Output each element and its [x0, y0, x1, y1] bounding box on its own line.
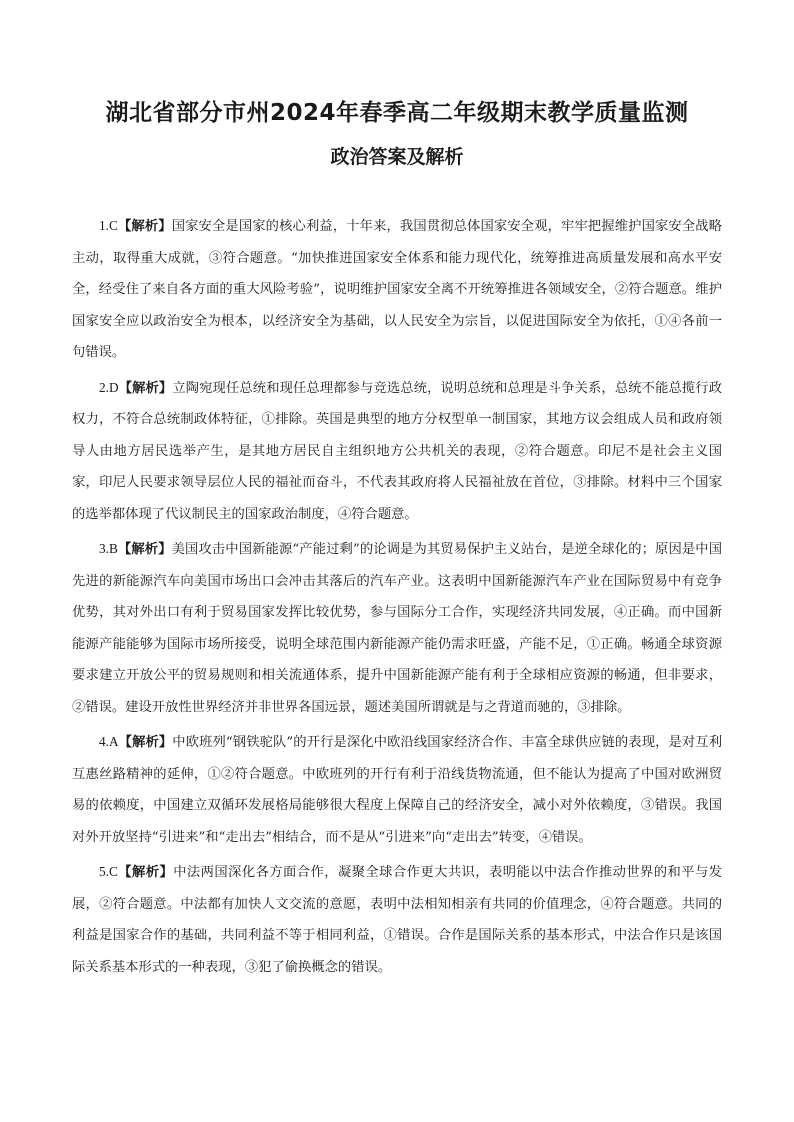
analysis-tag: 【解析】: [117, 219, 172, 234]
answer-item-5: [72, 856, 722, 983]
answer-number: 3.B: [99, 541, 118, 556]
answer-number: 4.A: [99, 734, 119, 749]
analysis-tag: 【解析】: [117, 542, 172, 557]
answer-number: 2.D: [99, 379, 119, 395]
answer-text: 国家安全是国家的核心利益，十年来，我国贯彻总体国家安全观，牢牢把握维护国家安全战略主动，取得重大成就，③符合题意。“加快推进国家安全体系和能力现代化，统筹推进高质量发展和高水平安全，经受住了来自各方面的重大风险考验”，说明维护国家安全离不开统筹推进各领域安全，②符合题意。维护国家安全应以政治安全为根本，以经济安全为基础，以人民安全为宗旨，以促进国际安全为依托，①④各前一句错误。: [72, 219, 723, 360]
answer-item-3: [72, 533, 722, 723]
analysis-tag: 【解析】: [118, 380, 173, 396]
answer-item-1: [72, 210, 722, 369]
analysis-tag: 【解析】: [117, 865, 174, 880]
answer-number: 1.C: [99, 218, 118, 233]
answer-text: 中法两国深化各方面合作，凝聚全球合作更大共识，表明能以中法合作推动世界的和平与发展，②符合题意。中法都有加快人文交流的意愿，表明中法相知相亲有共同的价值理念，④符合题意。共同的利益是国家合作的基础，共同利益不等于相同利益，①错误。合作是国际关系的基本形式，中法合作只是该国际关系基本形式的一种表现，③犯了偷换概念的错误。: [72, 865, 723, 975]
answer-text: 中欧班列“钢铁驼队”的开行是深化中欧沿线国家经济合作、丰富全球供应链的表现，是对互利互惠丝路精神的延伸，①②符合题意。中欧班列的开行有利于沿线货物流通，但不能认为提高了中国对欧洲贸易的依赖度，中国建立双循环发展格局能够很大程度上保障自己的经济安全，减小对外依赖度，③错误。我国对外开放坚持“引进来”和“走出去”相结合，而不是从“引进来”向“走出去”转变，④错误。: [72, 735, 722, 845]
answer-text: 美国攻击中国新能源“产能过剩”的论调是为其贸易保护主义站台，是逆全球化的；原因是中国先进的新能源汽车向美国市场出口会冲击其落后的汽车产业。这表明中国新能源汽车产业在国际贸易中有竞争优势，其对外出口有利于贸易国家发挥比较优势，参与国际分工合作，实现经济共同发展，④正确。而中国新能源产能能够为国际市场所接受，说明全球范围内新能源产能仍需求旺盛，产能不足，①正确。畅通全球资源要求建立开放公平的贸易规则和相关流通体系，提升中国新能源产能有利于全球相应资源的畅通，但非要求，②错误。建设开放性世界经济并非世界各国远景，题述美国所谓就是与之背道而驰的，③排除。: [72, 542, 722, 715]
answer-text: 立陶宛现任总统和现任总理都参与竞选总统，说明总统和总理是斗争关系，总统不能总揽行政权力，不符合总统制政体特征，①排除。英国是典型的地方分权型单一制国家，其地方议会组成人员和政府领导人由地方居民选举产生，是其地方居民自主组织地方公共机关的表现，②符合题意。印尼不是社会主义国家，印尼人民要求领导层位人民的福祉而奋斗，不代表其政府将人民福祉放在首位，③排除。材料中三个国家的选举都体现了代议制民主的国家政治制度，④符合题意。: [72, 380, 722, 522]
answer-item-2: [72, 372, 722, 531]
document-subtitle: 政治答案及解析: [330, 146, 464, 168]
document-title: 湖北省部分市州2024年春季高二年级期末教学质量监测: [105, 100, 689, 126]
answers-body: [72, 210, 722, 986]
analysis-tag: 【解析】: [118, 735, 173, 750]
answer-number: 5.C: [99, 864, 118, 879]
answer-item-4: [72, 726, 722, 853]
